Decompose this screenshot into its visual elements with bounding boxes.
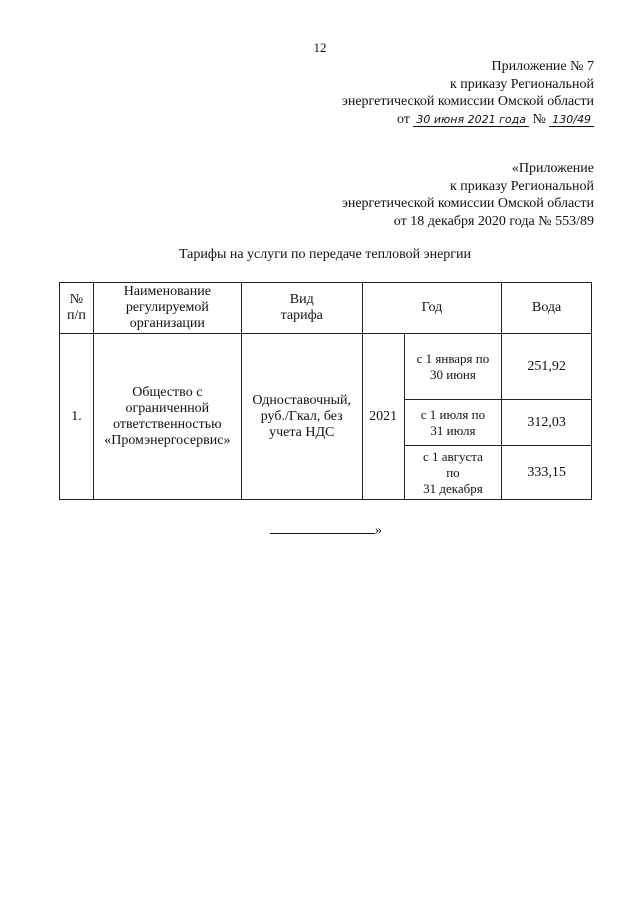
header-tariff-type: Вид тарифа	[241, 283, 362, 334]
handwritten-order-number: 130/49	[549, 113, 594, 127]
tariff-table	[59, 282, 592, 500]
closing-quote: »	[375, 523, 382, 538]
value-cell: 312,03	[502, 400, 592, 446]
table-row	[60, 334, 592, 400]
appendix-header	[342, 58, 594, 128]
table-title: Тарифы на услуги по передаче тепловой энергии	[178, 247, 472, 262]
period-cell: с 1 августа по 31 декабря	[404, 446, 502, 500]
row-number: 1.	[60, 334, 94, 500]
appendix-order-line	[342, 111, 594, 129]
handwritten-order-date: 30 июня 2021 года	[413, 113, 529, 127]
appendix-commission: энергетической комиссии Омской области	[341, 94, 594, 109]
header-number: № п/п	[60, 283, 94, 334]
period-cell: с 1 июля по 31 июля	[404, 400, 502, 446]
amendment-header	[342, 160, 594, 230]
order-number-label: №	[532, 111, 546, 127]
amendment-title: «Приложение	[511, 161, 594, 176]
amendment-order-date: от 18 декабря 2020 года № 553/89	[393, 213, 594, 229]
period-cell: с 1 января по 30 июня	[404, 334, 502, 400]
row-tariff-type: Одноставочный, руб./Гкал, без учета НДС	[241, 334, 362, 500]
appendix-title: Приложение № 7	[491, 59, 594, 74]
row-organization: Общество с ограниченной ответственностью «Промэнергосервис»	[93, 334, 241, 500]
closing-mark	[270, 523, 382, 539]
header-year: Год	[362, 283, 502, 334]
closing-line	[270, 533, 375, 534]
page-number: 12	[313, 40, 327, 55]
order-prefix: от	[396, 111, 410, 127]
value-cell: 251,92	[502, 334, 592, 400]
amendment-to-order: к приказу Региональной	[449, 178, 594, 194]
table-header-row	[60, 283, 592, 334]
appendix-to-order: к приказу Региональной	[449, 76, 594, 92]
header-organization: Наименование регулируемой организации	[93, 283, 241, 334]
row-year: 2021	[362, 334, 404, 500]
value-cell: 333,15	[502, 446, 592, 500]
amendment-commission: энергетической комиссии Омской области	[341, 196, 594, 211]
header-water: Вода	[502, 283, 592, 334]
